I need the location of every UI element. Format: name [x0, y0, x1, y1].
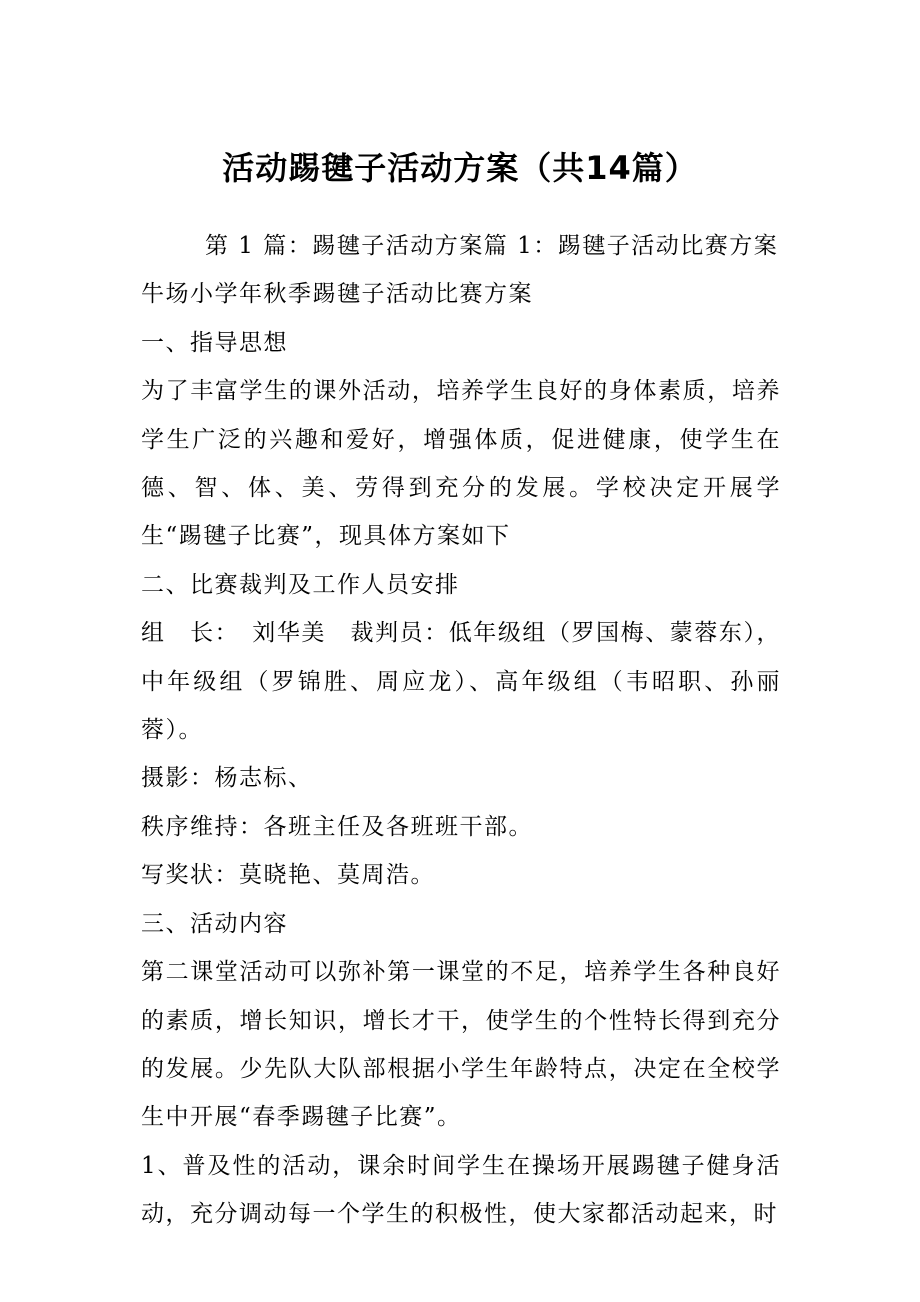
- paragraph-popular-activity: 1、普及性的活动，课余时间学生在操场开展踢毽子健身活动，充分调动每一个学生的积极性，使大家都活动起来，时: [141, 1152, 781, 1228]
- document-title: 活动踢毽子活动方案（共14篇）: [222, 149, 698, 187]
- paragraph-photography: 摄影：杨志标、: [141, 765, 313, 792]
- plan-title: 牛场小学年秋季踢毽子活动比赛方案: [141, 281, 533, 308]
- heading-referees-staff: 二、比赛裁判及工作人员安排: [141, 571, 460, 598]
- heading-guiding-ideology: 一、指导思想: [141, 329, 288, 356]
- paragraph-activity-content: 第二课堂活动可以弥补第一课堂的不足，培养学生各种良好的素质，增长知识，增长才干，使学生的个性特长得到充分的发展。少先队大队部根据小学生年龄特点，决定在全校学生中开展“春季踢毽子比赛”。: [141, 959, 781, 1131]
- section-heading-article-1: 第 1 篇：踢毽子活动方案篇 1：踢毽子活动比赛方案: [205, 233, 779, 259]
- heading-activity-content: 三、活动内容: [141, 910, 288, 937]
- paragraph-order-maintenance: 秩序维持：各班主任及各班班干部。: [141, 813, 533, 840]
- paragraph-referees: 组 长： 刘华美 裁判员：低年级组（罗国梅、蒙蓉东），中年级组（罗锦胜、周应龙）、高年级组（韦昭职、孙丽蓉）。: [141, 620, 781, 744]
- document-body: [141, 222, 781, 1239]
- paragraph-certificates: 写奖状：莫晓艳、莫周浩。: [141, 862, 435, 889]
- paragraph-guiding-ideology: 为了丰富学生的课外活动，培养学生良好的身体素质，培养学生广泛的兴趣和爱好，增强体质，促进健康，使学生在德、智、体、美、劳得到充分的发展。学校决定开展学生“踢毽子比赛”，现具体方案如下: [141, 378, 781, 550]
